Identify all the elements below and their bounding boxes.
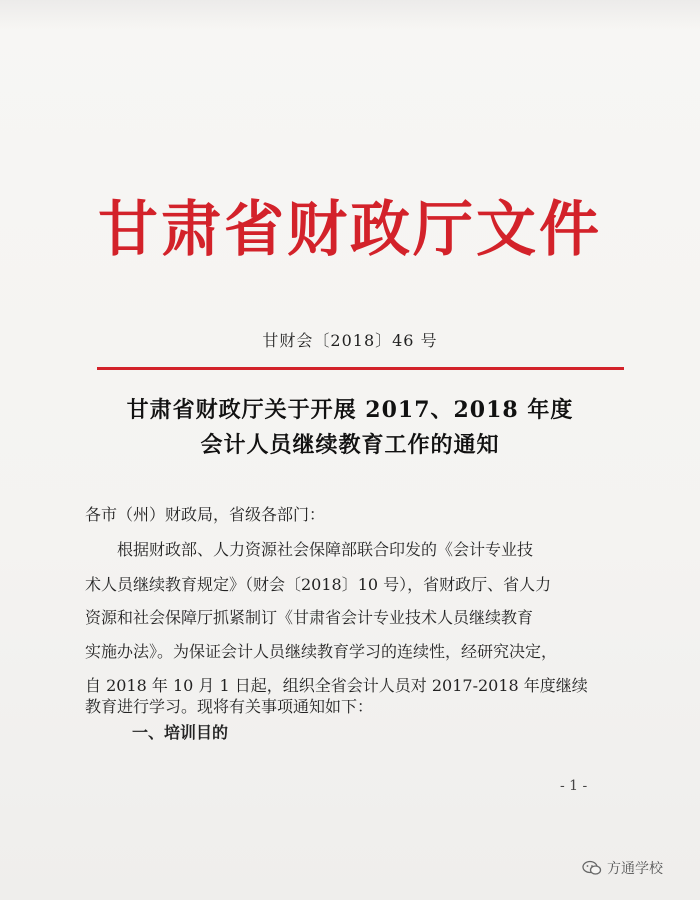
page-number: - 1 -: [560, 778, 588, 794]
body-line: 教育进行学习。现将有关事项通知如下：: [85, 697, 374, 716]
red-separator-line: [97, 367, 624, 370]
watermark-text: 方通学校: [607, 861, 663, 877]
body-line: 术人员继续教育规定》（财会〔2018〕10 号），省财政厅、省人力: [85, 575, 552, 594]
document-header-title: 甘肃省财政厅文件: [98, 195, 602, 265]
body-line: 资源和社会保障厅抓紧制订《甘肃省会计专业技术人员继续教育: [85, 608, 534, 627]
addressee: 各市（州）财政局，省级各部门：: [85, 505, 326, 524]
wechat-icon: [582, 860, 602, 876]
document-number: 甘财会〔2018〕46 号: [262, 331, 438, 350]
notice-title-line-2: 会计人员继续教育工作的通知: [200, 432, 500, 458]
body-line: 自 2018 年 10 月 1 日起，组织全省会计人员对 2017-2018 年度继续: [85, 676, 588, 695]
body-line: 实施办法》。为保证会计人员继续教育学习的连续性，经研究决定，: [85, 642, 558, 661]
source-watermark: [582, 858, 663, 878]
page-top-shadow: [0, 0, 700, 30]
body-line: 根据财政部、人力资源社会保障部联合印发的《会计专业技: [117, 540, 534, 559]
section-heading-1: 一、培训目的: [132, 723, 229, 742]
notice-title-line-1: 甘肃省财政厅关于开展 2017、2018 年度: [126, 397, 574, 423]
